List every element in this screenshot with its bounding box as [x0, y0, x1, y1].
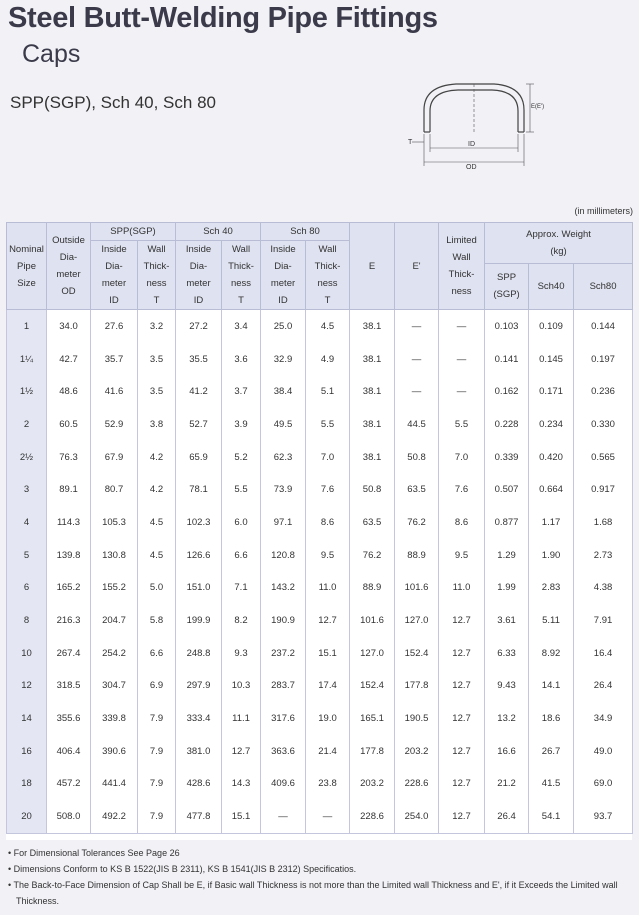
cell-sch40-inside-diameter: 126.6 [176, 539, 222, 572]
cell-e-prime: 203.2 [395, 735, 439, 768]
cell-sch40-inside-diameter: 65.9 [176, 441, 222, 474]
cell-sch40-inside-diameter: 333.4 [176, 702, 222, 735]
header-spp-group: SPP(SGP) [91, 223, 176, 241]
cell-weight-sch40: 8.92 [529, 637, 574, 670]
table-row [7, 343, 633, 376]
cell-limited-wall-thickness: 12.7 [439, 702, 485, 735]
cell-spp-wall-thickness: 6.9 [138, 670, 176, 703]
cell-outside-diameter: 216.3 [47, 604, 91, 637]
cell-weight-spp: 13.2 [485, 702, 529, 735]
footnote: • For Dimensional Tolerances See Page 26 [8, 848, 180, 858]
cell-sch40-wall-thickness: 5.2 [222, 441, 261, 474]
cell-e: 38.1 [350, 408, 395, 441]
cell-weight-spp: 16.6 [485, 735, 529, 768]
cap-diagram [404, 72, 554, 172]
cell-e-prime: 190.5 [395, 702, 439, 735]
cell-nominal-size: 2½ [7, 441, 47, 474]
cell-spp-wall-thickness: 5.8 [138, 604, 176, 637]
diagram-label-od: OD [466, 164, 477, 171]
cell-sch40-inside-diameter: 78.1 [176, 473, 222, 506]
table-row [7, 702, 633, 735]
cell-sch80-inside-diameter: 283.7 [261, 670, 306, 703]
cell-weight-sch40: 0.171 [529, 375, 574, 408]
cell-nominal-size: 14 [7, 702, 47, 735]
cell-weight-spp: 0.507 [485, 473, 529, 506]
cell-nominal-size: 1½ [7, 375, 47, 408]
cell-nominal-size: 1¼ [7, 343, 47, 376]
cell-weight-spp: 1.99 [485, 572, 529, 605]
cell-spp-inside-diameter: 35.7 [91, 343, 138, 376]
cell-weight-sch40: 41.5 [529, 768, 574, 801]
cell-outside-diameter: 42.7 [47, 343, 91, 376]
dimensions-table-wrapper [6, 222, 632, 840]
header-sch40-inside-diameter: Inside Dia- meter ID [176, 241, 222, 310]
cell-spp-inside-diameter: 27.6 [91, 310, 138, 343]
table-row [7, 441, 633, 474]
table-row [7, 506, 633, 539]
dimensions-table [6, 222, 633, 834]
table-row [7, 637, 633, 670]
cell-limited-wall-thickness: 12.7 [439, 604, 485, 637]
cell-weight-sch80: 0.330 [574, 408, 633, 441]
cell-weight-spp: 3.61 [485, 604, 529, 637]
cell-sch40-inside-diameter: 477.8 [176, 800, 222, 833]
cell-nominal-size: 8 [7, 604, 47, 637]
cell-sch80-inside-diameter: 73.9 [261, 473, 306, 506]
cell-sch80-inside-diameter: 97.1 [261, 506, 306, 539]
cell-e: 152.4 [350, 670, 395, 703]
cell-weight-sch40: 1.90 [529, 539, 574, 572]
cell-limited-wall-thickness: 12.7 [439, 800, 485, 833]
diagram-label-id: ID [468, 141, 475, 148]
cell-e: 38.1 [350, 343, 395, 376]
cell-limited-wall-thickness: 12.7 [439, 768, 485, 801]
cell-spp-wall-thickness: 3.8 [138, 408, 176, 441]
cell-weight-sch80: 26.4 [574, 670, 633, 703]
cell-limited-wall-thickness: 9.5 [439, 539, 485, 572]
cell-sch80-inside-diameter: 25.0 [261, 310, 306, 343]
cell-sch40-wall-thickness: 7.1 [222, 572, 261, 605]
cell-e-prime: — [395, 343, 439, 376]
cell-sch40-wall-thickness: 10.3 [222, 670, 261, 703]
cell-e: 101.6 [350, 604, 395, 637]
cell-weight-sch40: 0.145 [529, 343, 574, 376]
cell-weight-sch80: 0.236 [574, 375, 633, 408]
cell-sch80-wall-thickness: 4.5 [306, 310, 350, 343]
cell-weight-sch80: 7.91 [574, 604, 633, 637]
cell-spp-wall-thickness: 4.2 [138, 473, 176, 506]
cell-spp-inside-diameter: 41.6 [91, 375, 138, 408]
cell-weight-spp: 9.43 [485, 670, 529, 703]
cell-spp-inside-diameter: 254.2 [91, 637, 138, 670]
cell-outside-diameter: 508.0 [47, 800, 91, 833]
cell-spp-inside-diameter: 204.7 [91, 604, 138, 637]
cell-limited-wall-thickness: — [439, 343, 485, 376]
cell-weight-sch40: 18.6 [529, 702, 574, 735]
cell-outside-diameter: 165.2 [47, 572, 91, 605]
cell-weight-spp: 0.228 [485, 408, 529, 441]
cell-weight-sch80: 1.68 [574, 506, 633, 539]
cell-spp-inside-diameter: 390.6 [91, 735, 138, 768]
table-body [7, 310, 633, 834]
cell-weight-sch80: 34.9 [574, 702, 633, 735]
cell-weight-sch80: 2.73 [574, 539, 633, 572]
cell-e-prime: 228.6 [395, 768, 439, 801]
cell-limited-wall-thickness: 8.6 [439, 506, 485, 539]
cell-sch80-inside-diameter: 363.6 [261, 735, 306, 768]
cell-e-prime: 177.8 [395, 670, 439, 703]
cell-e: 76.2 [350, 539, 395, 572]
cell-sch40-inside-diameter: 35.5 [176, 343, 222, 376]
cell-e: 38.1 [350, 375, 395, 408]
cell-spp-wall-thickness: 7.9 [138, 735, 176, 768]
cell-e: 165.1 [350, 702, 395, 735]
cell-e: 38.1 [350, 441, 395, 474]
cell-spp-wall-thickness: 6.6 [138, 637, 176, 670]
cell-limited-wall-thickness: 12.7 [439, 735, 485, 768]
cell-sch80-inside-diameter: 190.9 [261, 604, 306, 637]
cell-weight-spp: 21.2 [485, 768, 529, 801]
cell-sch80-wall-thickness: 5.5 [306, 408, 350, 441]
cell-e-prime: 50.8 [395, 441, 439, 474]
table-row [7, 670, 633, 703]
cell-outside-diameter: 48.6 [47, 375, 91, 408]
cell-sch80-wall-thickness: 9.5 [306, 539, 350, 572]
cell-limited-wall-thickness: 12.7 [439, 637, 485, 670]
cell-e: 127.0 [350, 637, 395, 670]
cell-weight-sch40: 1.17 [529, 506, 574, 539]
cell-spp-inside-diameter: 492.2 [91, 800, 138, 833]
cell-nominal-size: 18 [7, 768, 47, 801]
cell-weight-sch40: 0.420 [529, 441, 574, 474]
cell-nominal-size: 1 [7, 310, 47, 343]
cell-e: 203.2 [350, 768, 395, 801]
cell-sch40-wall-thickness: 9.3 [222, 637, 261, 670]
cell-weight-spp: 0.141 [485, 343, 529, 376]
table-row [7, 768, 633, 801]
cell-outside-diameter: 318.5 [47, 670, 91, 703]
table-row [7, 408, 633, 441]
units-label: (in millimeters) [574, 206, 633, 216]
cell-spp-inside-diameter: 130.8 [91, 539, 138, 572]
header-sch40-group: Sch 40 [176, 223, 261, 241]
cell-spp-wall-thickness: 5.0 [138, 572, 176, 605]
cell-limited-wall-thickness: 12.7 [439, 670, 485, 703]
cell-weight-sch40: 14.1 [529, 670, 574, 703]
cell-nominal-size: 6 [7, 572, 47, 605]
cell-spp-inside-diameter: 155.2 [91, 572, 138, 605]
cell-sch80-wall-thickness: 4.9 [306, 343, 350, 376]
cell-e-prime: 76.2 [395, 506, 439, 539]
cell-sch80-inside-diameter: 237.2 [261, 637, 306, 670]
cell-sch80-wall-thickness: 8.6 [306, 506, 350, 539]
cell-nominal-size: 2 [7, 408, 47, 441]
cell-sch40-wall-thickness: 3.6 [222, 343, 261, 376]
cell-sch80-wall-thickness: 19.0 [306, 702, 350, 735]
cell-sch80-wall-thickness: 7.0 [306, 441, 350, 474]
cell-sch80-wall-thickness: 21.4 [306, 735, 350, 768]
cell-nominal-size: 10 [7, 637, 47, 670]
cell-sch80-wall-thickness: 12.7 [306, 604, 350, 637]
table-row [7, 539, 633, 572]
cell-spp-inside-diameter: 304.7 [91, 670, 138, 703]
cell-sch40-inside-diameter: 297.9 [176, 670, 222, 703]
cell-weight-sch40: 0.664 [529, 473, 574, 506]
cell-sch40-wall-thickness: 3.4 [222, 310, 261, 343]
cell-e-prime: 254.0 [395, 800, 439, 833]
cell-limited-wall-thickness: 7.0 [439, 441, 485, 474]
cell-sch80-wall-thickness: 11.0 [306, 572, 350, 605]
cell-sch40-wall-thickness: 12.7 [222, 735, 261, 768]
cell-spp-wall-thickness: 4.2 [138, 441, 176, 474]
cell-sch80-inside-diameter: 317.6 [261, 702, 306, 735]
cell-e-prime: 152.4 [395, 637, 439, 670]
cell-spp-inside-diameter: 67.9 [91, 441, 138, 474]
cell-sch40-wall-thickness: 3.9 [222, 408, 261, 441]
header-spp-inside-diameter: Inside Dia- meter ID [91, 241, 138, 310]
table-row [7, 800, 633, 833]
cell-weight-sch80: 0.565 [574, 441, 633, 474]
cell-weight-sch40: 0.234 [529, 408, 574, 441]
header-e: E [350, 223, 395, 310]
table-row [7, 375, 633, 408]
cell-weight-sch40: 0.109 [529, 310, 574, 343]
header-limited-wall-thickness: Limited Wall Thick- ness [439, 223, 485, 310]
header-sch80-group: Sch 80 [261, 223, 350, 241]
cell-sch80-wall-thickness: — [306, 800, 350, 833]
cell-outside-diameter: 76.3 [47, 441, 91, 474]
cell-outside-diameter: 406.4 [47, 735, 91, 768]
table-row [7, 604, 633, 637]
cell-e-prime: 127.0 [395, 604, 439, 637]
cell-sch40-wall-thickness: 8.2 [222, 604, 261, 637]
cell-weight-sch40: 5.11 [529, 604, 574, 637]
cell-sch40-inside-diameter: 381.0 [176, 735, 222, 768]
cell-sch80-inside-diameter: 49.5 [261, 408, 306, 441]
cell-weight-spp: 0.162 [485, 375, 529, 408]
cell-weight-spp: 0.339 [485, 441, 529, 474]
cell-spp-wall-thickness: 3.2 [138, 310, 176, 343]
cell-sch40-wall-thickness: 5.5 [222, 473, 261, 506]
cell-sch80-inside-diameter: 62.3 [261, 441, 306, 474]
cell-spp-inside-diameter: 80.7 [91, 473, 138, 506]
header-weight-sch40: Sch40 [529, 263, 574, 309]
footnote: • The Back-to-Face Dimension of Cap Shall be E, if Basic wall Thickness is not more than the Limited wall Thickness and E', if it Exceeds the Limited wall Thickness. [8, 880, 618, 906]
cell-sch40-wall-thickness: 14.3 [222, 768, 261, 801]
cell-limited-wall-thickness: 5.5 [439, 408, 485, 441]
cell-outside-diameter: 355.6 [47, 702, 91, 735]
cell-e-prime: 88.9 [395, 539, 439, 572]
header-weight-spp: SPP (SGP) [485, 263, 529, 309]
table-header [7, 223, 633, 310]
cell-outside-diameter: 89.1 [47, 473, 91, 506]
cell-sch80-wall-thickness: 17.4 [306, 670, 350, 703]
standards-line: SPP(SGP), Sch 40, Sch 80 [10, 93, 216, 112]
cell-e: 50.8 [350, 473, 395, 506]
cell-limited-wall-thickness: — [439, 375, 485, 408]
cell-e: 228.6 [350, 800, 395, 833]
header-spp-wall-thickness: Wall Thick- ness T [138, 241, 176, 310]
cell-limited-wall-thickness: — [439, 310, 485, 343]
cell-sch40-wall-thickness: 3.7 [222, 375, 261, 408]
cell-sch40-inside-diameter: 52.7 [176, 408, 222, 441]
cell-weight-sch80: 69.0 [574, 768, 633, 801]
cell-sch80-inside-diameter: 143.2 [261, 572, 306, 605]
cell-spp-wall-thickness: 4.5 [138, 539, 176, 572]
cell-sch40-wall-thickness: 6.6 [222, 539, 261, 572]
cell-spp-inside-diameter: 105.3 [91, 506, 138, 539]
cell-sch80-inside-diameter: 409.6 [261, 768, 306, 801]
header-approx-weight: Approx. Weight (kg) [485, 223, 633, 264]
cell-spp-wall-thickness: 4.5 [138, 506, 176, 539]
cell-spp-inside-diameter: 441.4 [91, 768, 138, 801]
cell-sch40-inside-diameter: 248.8 [176, 637, 222, 670]
cell-weight-spp: 0.103 [485, 310, 529, 343]
cell-e: 177.8 [350, 735, 395, 768]
cell-spp-wall-thickness: 3.5 [138, 343, 176, 376]
header-nominal-pipe-size: Nominal Pipe Size [7, 223, 47, 310]
diagram-label-e: E(E') [531, 104, 545, 110]
header-sch40-wall-thickness: Wall Thick- ness T [222, 241, 261, 310]
cell-sch40-inside-diameter: 27.2 [176, 310, 222, 343]
cell-weight-sch80: 16.4 [574, 637, 633, 670]
cell-sch40-wall-thickness: 6.0 [222, 506, 261, 539]
cell-weight-spp: 0.877 [485, 506, 529, 539]
cell-outside-diameter: 60.5 [47, 408, 91, 441]
cell-limited-wall-thickness: 11.0 [439, 572, 485, 605]
header-weight-sch80: Sch80 [574, 263, 633, 309]
cell-sch80-inside-diameter: — [261, 800, 306, 833]
cell-outside-diameter: 139.8 [47, 539, 91, 572]
page-subtitle: Caps [22, 40, 81, 68]
cell-sch80-wall-thickness: 5.1 [306, 375, 350, 408]
cell-outside-diameter: 34.0 [47, 310, 91, 343]
cell-sch80-inside-diameter: 120.8 [261, 539, 306, 572]
cell-sch40-inside-diameter: 102.3 [176, 506, 222, 539]
cell-weight-sch40: 26.7 [529, 735, 574, 768]
table-row [7, 572, 633, 605]
cell-nominal-size: 3 [7, 473, 47, 506]
cell-sch40-inside-diameter: 151.0 [176, 572, 222, 605]
cell-sch40-inside-diameter: 428.6 [176, 768, 222, 801]
cell-spp-wall-thickness: 7.9 [138, 768, 176, 801]
cell-outside-diameter: 114.3 [47, 506, 91, 539]
cell-nominal-size: 16 [7, 735, 47, 768]
header-sch80-wall-thickness: Wall Thick- ness T [306, 241, 350, 310]
cell-nominal-size: 5 [7, 539, 47, 572]
header-sch80-inside-diameter: Inside Dia- meter ID [261, 241, 306, 310]
cell-weight-sch40: 2.83 [529, 572, 574, 605]
table-row [7, 735, 633, 768]
cell-sch80-wall-thickness: 7.6 [306, 473, 350, 506]
cell-weight-sch80: 0.144 [574, 310, 633, 343]
header-outside-diameter: Outside Dia- meter OD [47, 223, 91, 310]
cell-sch40-inside-diameter: 199.9 [176, 604, 222, 637]
cell-e: 63.5 [350, 506, 395, 539]
cell-sch40-wall-thickness: 15.1 [222, 800, 261, 833]
footnote: • Dimensions Conform to KS B 1522(JIS B 2311), KS B 1541(JIS B 2312) Specificatios. [8, 864, 357, 874]
cell-spp-wall-thickness: 7.9 [138, 702, 176, 735]
cell-e-prime: 44.5 [395, 408, 439, 441]
cell-e-prime: 101.6 [395, 572, 439, 605]
cell-weight-sch80: 0.917 [574, 473, 633, 506]
cell-e: 38.1 [350, 310, 395, 343]
cell-nominal-size: 4 [7, 506, 47, 539]
page-title: Steel Butt-Welding Pipe Fittings [8, 2, 438, 34]
cell-weight-spp: 26.4 [485, 800, 529, 833]
table-row [7, 310, 633, 343]
cell-outside-diameter: 457.2 [47, 768, 91, 801]
cell-weight-sch80: 0.197 [574, 343, 633, 376]
diagram-label-t: T [408, 139, 413, 146]
header-e-prime: E' [395, 223, 439, 310]
cell-e-prime: 63.5 [395, 473, 439, 506]
cell-e-prime: — [395, 310, 439, 343]
cell-sch80-wall-thickness: 15.1 [306, 637, 350, 670]
cell-sch80-inside-diameter: 38.4 [261, 375, 306, 408]
footnotes [8, 845, 638, 909]
cell-outside-diameter: 267.4 [47, 637, 91, 670]
cell-weight-spp: 6.33 [485, 637, 529, 670]
cell-e-prime: — [395, 375, 439, 408]
cell-spp-inside-diameter: 339.8 [91, 702, 138, 735]
cell-spp-wall-thickness: 7.9 [138, 800, 176, 833]
cell-limited-wall-thickness: 7.6 [439, 473, 485, 506]
cell-e: 88.9 [350, 572, 395, 605]
cell-sch40-inside-diameter: 41.2 [176, 375, 222, 408]
cell-sch80-wall-thickness: 23.8 [306, 768, 350, 801]
cell-weight-spp: 1.29 [485, 539, 529, 572]
cell-weight-sch80: 93.7 [574, 800, 633, 833]
cell-weight-sch80: 4.38 [574, 572, 633, 605]
table-row [7, 473, 633, 506]
cell-nominal-size: 12 [7, 670, 47, 703]
cell-sch80-inside-diameter: 32.9 [261, 343, 306, 376]
cell-spp-wall-thickness: 3.5 [138, 375, 176, 408]
cell-weight-sch80: 49.0 [574, 735, 633, 768]
cell-weight-sch40: 54.1 [529, 800, 574, 833]
cell-nominal-size: 20 [7, 800, 47, 833]
cell-spp-inside-diameter: 52.9 [91, 408, 138, 441]
cell-sch40-wall-thickness: 11.1 [222, 702, 261, 735]
